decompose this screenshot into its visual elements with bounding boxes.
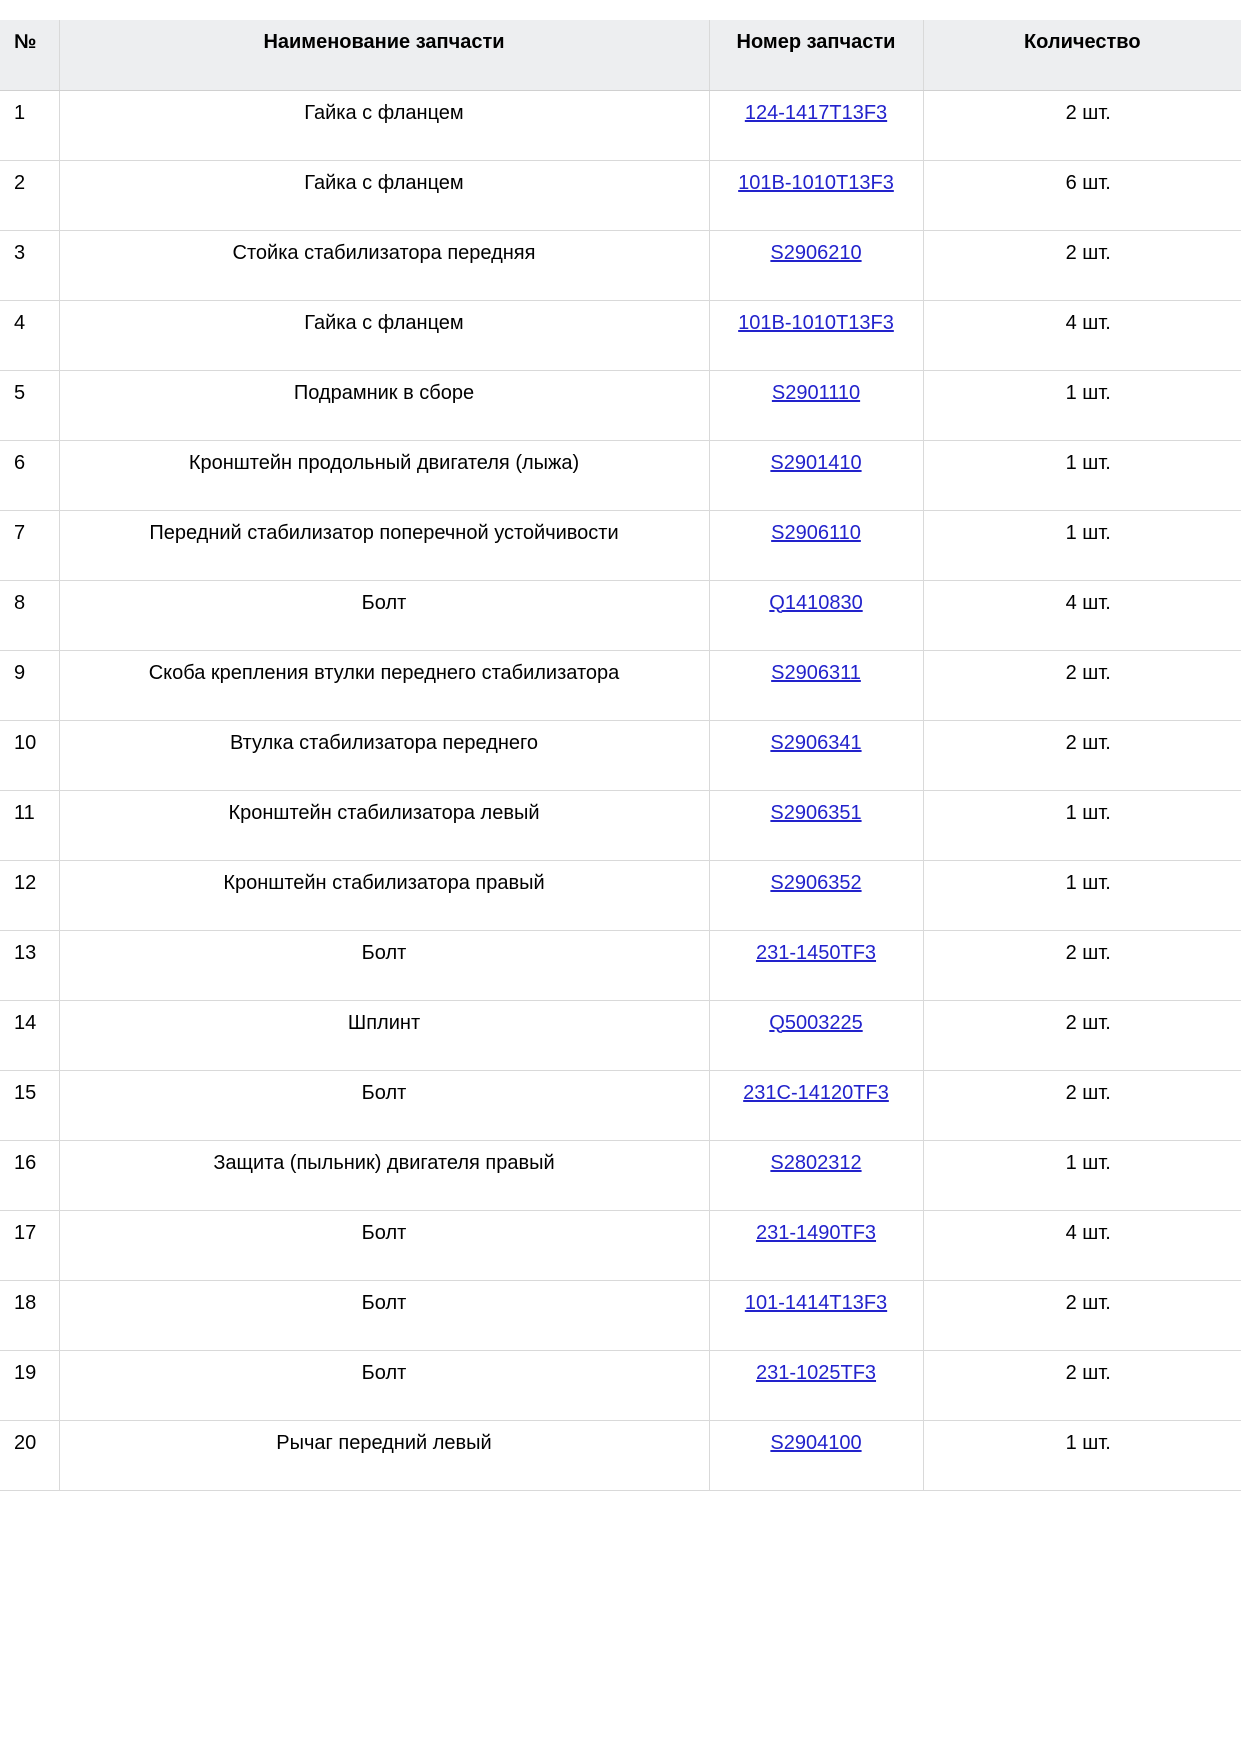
part-name: Подрамник в сборе (59, 370, 709, 440)
part-name: Болт (59, 930, 709, 1000)
part-number-cell (709, 1070, 923, 1140)
part-name: Втулка стабилизатора переднего (59, 720, 709, 790)
part-quantity: 2 шт. (923, 1000, 1241, 1070)
header-row (0, 20, 1241, 90)
row-number: 15 (0, 1070, 59, 1140)
table-row (0, 930, 1241, 1000)
row-number: 18 (0, 1280, 59, 1350)
part-number-link[interactable]: S2802312 (770, 1151, 862, 1174)
part-name: Рычаг передний левый (59, 1420, 709, 1490)
table-row (0, 790, 1241, 860)
part-number-link[interactable]: S2906341 (770, 731, 862, 754)
part-quantity: 1 шт. (923, 1140, 1241, 1210)
table-row (0, 510, 1241, 580)
part-number-link[interactable]: S2906110 (771, 521, 861, 544)
row-number: 12 (0, 860, 59, 930)
part-number-link[interactable]: 231C-14120TF3 (743, 1081, 889, 1104)
part-quantity: 1 шт. (923, 510, 1241, 580)
table-row (0, 440, 1241, 510)
part-number-link[interactable]: S2906352 (770, 871, 862, 894)
part-name: Кронштейн стабилизатора левый (59, 790, 709, 860)
part-name: Гайка с фланцем (59, 300, 709, 370)
row-number: 3 (0, 230, 59, 300)
part-number-cell (709, 860, 923, 930)
row-number: 1 (0, 90, 59, 160)
table-row (0, 300, 1241, 370)
table-header (0, 20, 1241, 90)
table-row (0, 1000, 1241, 1070)
part-quantity: 1 шт. (923, 440, 1241, 510)
part-number-link[interactable]: S2906210 (770, 241, 862, 264)
part-quantity: 2 шт. (923, 90, 1241, 160)
part-quantity: 4 шт. (923, 300, 1241, 370)
part-number-cell (709, 440, 923, 510)
table-row (0, 580, 1241, 650)
table-row (0, 650, 1241, 720)
part-quantity: 2 шт. (923, 1350, 1241, 1420)
part-quantity: 1 шт. (923, 860, 1241, 930)
part-name: Кронштейн продольный двигателя (лыжа) (59, 440, 709, 510)
row-number: 14 (0, 1000, 59, 1070)
header-number: № (0, 20, 59, 90)
part-number-cell (709, 1210, 923, 1280)
part-name: Болт (59, 1210, 709, 1280)
part-number-link[interactable]: S2906311 (771, 661, 861, 684)
part-number-cell (709, 90, 923, 160)
row-number: 13 (0, 930, 59, 1000)
part-name: Болт (59, 1070, 709, 1140)
part-quantity: 4 шт. (923, 580, 1241, 650)
part-name: Гайка с фланцем (59, 160, 709, 230)
part-number-cell (709, 160, 923, 230)
header-part-name: Наименование запчасти (59, 20, 709, 90)
part-number-link[interactable]: S2901110 (771, 381, 861, 404)
part-number-cell (709, 790, 923, 860)
part-quantity: 2 шт. (923, 1280, 1241, 1350)
table-row (0, 860, 1241, 930)
header-part-number: Номер запчасти (709, 20, 923, 90)
part-quantity: 2 шт. (923, 650, 1241, 720)
part-quantity: 2 шт. (923, 930, 1241, 1000)
part-number-cell (709, 1000, 923, 1070)
part-quantity: 4 шт. (923, 1210, 1241, 1280)
part-name: Болт (59, 1280, 709, 1350)
part-quantity: 2 шт. (923, 720, 1241, 790)
part-number-link[interactable]: 231-1025TF3 (755, 1361, 877, 1384)
row-number: 16 (0, 1140, 59, 1210)
part-number-link[interactable]: 101B-1010T13F3 (738, 311, 894, 334)
table-row (0, 90, 1241, 160)
part-number-cell (709, 1280, 923, 1350)
part-number-cell (709, 1350, 923, 1420)
part-number-cell (709, 370, 923, 440)
parts-table (0, 20, 1241, 1491)
part-number-link[interactable]: 101B-1010T13F3 (738, 171, 894, 194)
part-number-link[interactable]: Q1410830 (769, 591, 863, 614)
part-name: Скоба крепления втулки переднего стабилизатора (59, 650, 709, 720)
part-number-cell (709, 930, 923, 1000)
row-number: 17 (0, 1210, 59, 1280)
table-row (0, 160, 1241, 230)
part-name: Стойка стабилизатора передняя (59, 230, 709, 300)
row-number: 7 (0, 510, 59, 580)
part-number-cell (709, 580, 923, 650)
row-number: 10 (0, 720, 59, 790)
header-quantity: Количество (923, 20, 1241, 90)
part-quantity: 2 шт. (923, 1070, 1241, 1140)
table-row (0, 1070, 1241, 1140)
row-number: 2 (0, 160, 59, 230)
part-name: Защита (пыльник) двигателя правый (59, 1140, 709, 1210)
part-quantity: 1 шт. (923, 790, 1241, 860)
part-name: Гайка с фланцем (59, 90, 709, 160)
part-number-cell (709, 1140, 923, 1210)
row-number: 20 (0, 1420, 59, 1490)
part-number-cell (709, 720, 923, 790)
part-quantity: 1 шт. (923, 370, 1241, 440)
part-name: Передний стабилизатор поперечной устойчивости (59, 510, 709, 580)
part-number-link[interactable]: 101-1414T13F3 (744, 1291, 888, 1314)
part-name: Болт (59, 1350, 709, 1420)
part-name: Кронштейн стабилизатора правый (59, 860, 709, 930)
part-number-link[interactable]: 231-1450TF3 (755, 941, 877, 964)
table-row (0, 370, 1241, 440)
row-number: 5 (0, 370, 59, 440)
part-quantity: 6 шт. (923, 160, 1241, 230)
table-row (0, 1350, 1241, 1420)
part-quantity: 1 шт. (923, 1420, 1241, 1490)
row-number: 8 (0, 580, 59, 650)
row-number: 9 (0, 650, 59, 720)
part-number-link[interactable]: S2906351 (770, 801, 862, 824)
part-number-cell (709, 230, 923, 300)
part-number-link[interactable]: S2904100 (770, 1431, 862, 1454)
part-number-link[interactable]: 124-1417T13F3 (744, 101, 888, 124)
row-number: 6 (0, 440, 59, 510)
table-row (0, 230, 1241, 300)
part-number-cell (709, 650, 923, 720)
part-number-link[interactable]: S2901410 (770, 451, 862, 474)
part-number-cell (709, 300, 923, 370)
row-number: 11 (0, 790, 59, 860)
table-body (0, 90, 1241, 1490)
part-number-link[interactable]: Q5003225 (769, 1011, 863, 1034)
table-row (0, 1280, 1241, 1350)
row-number: 4 (0, 300, 59, 370)
row-number: 19 (0, 1350, 59, 1420)
table-row (0, 1140, 1241, 1210)
table-row (0, 720, 1241, 790)
part-quantity: 2 шт. (923, 230, 1241, 300)
part-number-cell (709, 510, 923, 580)
part-name: Болт (59, 580, 709, 650)
part-name: Шплинт (59, 1000, 709, 1070)
table-row (0, 1210, 1241, 1280)
table-row (0, 1420, 1241, 1490)
part-number-link[interactable]: 231-1490TF3 (755, 1221, 877, 1244)
part-number-cell (709, 1420, 923, 1490)
